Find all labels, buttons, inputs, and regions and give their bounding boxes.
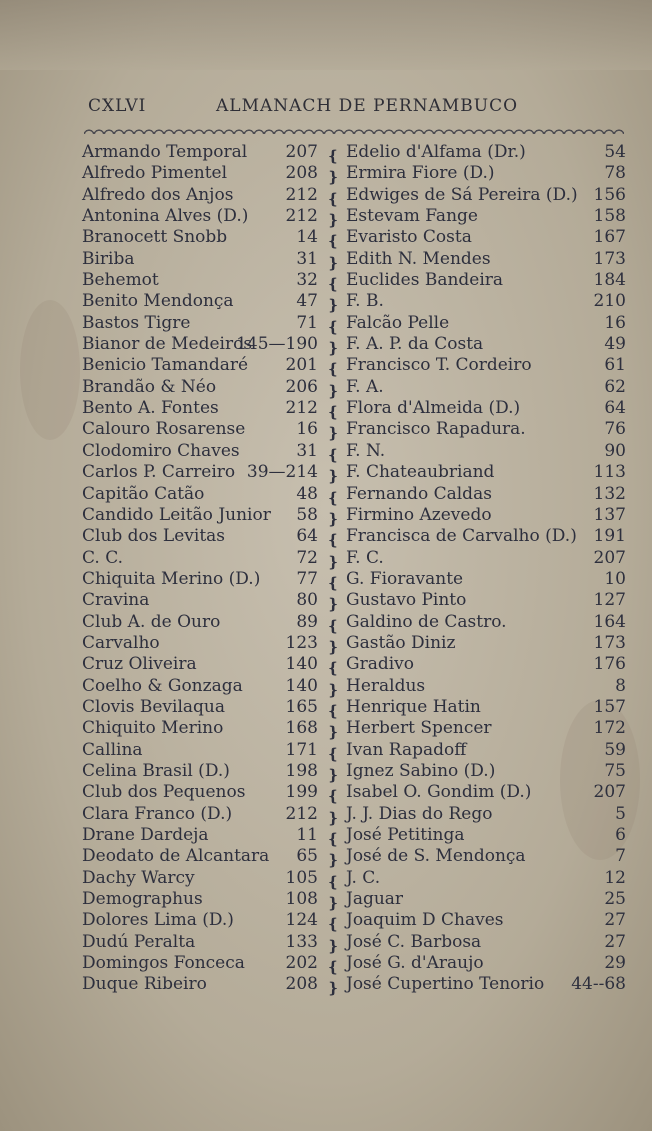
index-entry — [82, 590, 318, 611]
entry-name: Henrique Hatin — [346, 696, 481, 717]
entry-name: Behemot — [82, 270, 159, 291]
index-entry — [82, 398, 318, 419]
index-entry — [82, 505, 318, 526]
entry-page-number: 89 — [296, 611, 318, 632]
page-title: ALMANACH DE PERNAMBUCO — [216, 96, 519, 116]
entry-page-number: 76 — [604, 419, 626, 440]
divider-ornament: ❴ — [326, 872, 340, 891]
entry-name: Carlos P. Carreiro — [82, 462, 236, 483]
index-entry — [82, 291, 318, 312]
entry-page-number: 133 — [285, 931, 318, 952]
entry-page-number: 156 — [593, 184, 626, 205]
index-entry — [346, 548, 626, 569]
index-entry — [82, 249, 318, 270]
index-entry — [82, 825, 318, 846]
divider-ornament: ❵ — [326, 509, 340, 528]
entry-page-number: 158 — [593, 206, 626, 227]
index-entry — [346, 868, 626, 889]
entry-page-number: 64 — [296, 526, 318, 547]
index-entry — [346, 526, 626, 547]
entry-name: Celina Brasil (D.) — [82, 760, 230, 781]
entry-page-number: 199 — [285, 782, 318, 803]
entry-page-number: 5 — [615, 803, 626, 824]
entry-page-number: 172 — [593, 718, 626, 739]
entry-name: F. A. P. da Costa — [346, 334, 484, 355]
index-entry — [346, 676, 626, 697]
entry-page-number: 49 — [604, 334, 626, 355]
entry-page-number: 65 — [296, 846, 318, 867]
entry-name: Biriba — [82, 248, 135, 269]
entry-name: F. N. — [346, 440, 386, 461]
index-entry — [82, 974, 318, 995]
index-entry — [346, 974, 626, 995]
entry-name: Clodomiro Chaves — [82, 440, 240, 461]
index-entry — [82, 569, 318, 590]
entry-page-number: 206 — [285, 376, 318, 397]
entry-page-number: 16 — [296, 419, 318, 440]
index-entry — [82, 206, 318, 227]
entry-page-number: 164 — [593, 611, 626, 632]
entry-page-number: 145—190 — [236, 334, 318, 355]
entry-page-number: 212 — [285, 206, 318, 227]
index-entry — [82, 142, 318, 163]
index-entry — [346, 825, 626, 846]
index-entry — [82, 612, 318, 633]
entry-name: Alfredo Pimentel — [82, 163, 228, 184]
entry-name: F. C. — [346, 547, 384, 568]
index-entry — [82, 910, 318, 931]
index-entry — [346, 185, 626, 206]
divider-ornament: ❴ — [326, 830, 340, 848]
entry-page-number: 75 — [604, 760, 626, 781]
index-column-right — [346, 142, 626, 996]
index-entry — [82, 889, 318, 910]
entry-page-number: 8 — [615, 675, 626, 696]
entry-page-number: 6 — [615, 825, 626, 845]
divider-ornament: ❵ — [326, 211, 340, 230]
entry-name: Ermira Fiore (D.) — [346, 163, 495, 184]
entry-page-number: 198 — [285, 760, 318, 781]
entry-page-number: 31 — [296, 248, 318, 269]
entry-page-number: 132 — [593, 483, 626, 504]
index-entry — [82, 270, 318, 291]
entry-page-number: 201 — [285, 355, 318, 376]
entry-name: Dolores Lima (D.) — [82, 910, 234, 931]
index-entry — [346, 163, 626, 184]
entry-name: Ivan Rapadoff — [346, 739, 467, 760]
entry-name: Clovis Bevilaqua — [82, 696, 225, 717]
divider-ornament: ❴ — [326, 573, 340, 592]
index-entry — [82, 953, 318, 974]
entry-name: José de S. Mendonça — [346, 846, 526, 867]
index-entry — [346, 889, 626, 910]
index-entry — [346, 227, 626, 248]
entry-page-number: 168 — [285, 718, 318, 739]
column-divider — [326, 146, 340, 1004]
entry-page-number: 16 — [604, 312, 626, 333]
entry-name: Capitão Catão — [82, 483, 205, 504]
entry-name: Deodato de Alcantara — [82, 846, 270, 867]
entry-page-number: 90 — [604, 440, 626, 461]
divider-ornament: ❵ — [326, 467, 340, 486]
divider-ornament: ❵ — [326, 253, 340, 272]
index-entry — [346, 569, 626, 590]
entry-page-number: 165 — [285, 696, 318, 717]
index-entry — [346, 291, 626, 312]
entry-page-number: 44--68 — [571, 974, 626, 995]
entry-name: Flora d'Almeida (D.) — [346, 398, 521, 419]
entry-page-number: 72 — [296, 547, 318, 568]
divider-ornament: ❵ — [326, 339, 340, 358]
entry-page-number: 137 — [593, 504, 626, 525]
index-entry — [346, 718, 626, 739]
entry-page-number: 113 — [593, 462, 626, 483]
index-entry — [346, 910, 626, 931]
entry-page-number: 80 — [296, 590, 318, 611]
entry-page-number: 212 — [285, 184, 318, 205]
entry-name: Ignez Sabino (D.) — [346, 760, 496, 781]
entry-name: Edwiges de Sá Pereira (D.) — [346, 184, 578, 205]
index-entry — [346, 697, 626, 718]
entry-name: Evaristo Costa — [346, 227, 472, 248]
entry-name: Herbert Spencer — [346, 718, 492, 739]
entry-page-number: 54 — [604, 142, 626, 162]
entry-name: J. C. — [346, 867, 381, 888]
divider-ornament: ❵ — [326, 680, 340, 699]
index-entry — [82, 633, 318, 654]
index-entry — [82, 804, 318, 825]
entry-page-number: 127 — [593, 590, 626, 611]
index-entry — [346, 654, 626, 675]
index-entry — [346, 740, 626, 761]
divider-ornament: ❵ — [326, 851, 340, 870]
divider-ornament: ❴ — [326, 488, 340, 507]
divider-ornament: ❴ — [326, 958, 340, 977]
index-entry — [346, 505, 626, 526]
entry-name: Chiquito Merino — [82, 718, 224, 739]
divider-ornament: ❵ — [326, 808, 340, 827]
index-entry — [82, 868, 318, 889]
entry-page-number: 7 — [615, 846, 626, 867]
index-entry — [346, 953, 626, 974]
entry-name: Brandão & Néo — [82, 376, 217, 397]
entry-name: Domingos Fonceca — [82, 953, 245, 974]
entry-name: Club dos Levitas — [82, 526, 226, 547]
entry-page-number: 25 — [604, 889, 626, 910]
entry-name: Club dos Pequenos — [82, 782, 246, 803]
divider-ornament: ❴ — [326, 531, 340, 550]
index-entry — [346, 932, 626, 953]
index-entry — [82, 548, 318, 569]
divider-ornament: ❴ — [326, 403, 340, 422]
entry-name: Firmino Azevedo — [346, 504, 492, 525]
entry-name: Branocett Snobb — [82, 227, 228, 248]
entry-name: Francisco Rapadura. — [346, 419, 526, 440]
entry-name: Euclides Bandeira — [346, 270, 504, 291]
entry-page-number: 10 — [604, 568, 626, 589]
entry-name: Coelho & Gonzaga — [82, 675, 243, 696]
index-entry — [82, 441, 318, 462]
entry-page-number: 173 — [593, 632, 626, 653]
entry-page-number: 207 — [285, 142, 318, 162]
index-entry — [82, 227, 318, 248]
entry-name: Drane Dardeja — [82, 825, 209, 845]
entry-name: Isabel O. Gondim (D.) — [346, 782, 532, 803]
entry-page-number: 207 — [593, 547, 626, 568]
entry-page-number: 12 — [604, 867, 626, 888]
index-entry — [346, 633, 626, 654]
entry-page-number: 176 — [593, 654, 626, 675]
index-entry — [82, 718, 318, 739]
entry-name: C. C. — [82, 547, 124, 568]
entry-name: Candido Leitão Junior — [82, 504, 271, 525]
divider-ornament: ❴ — [326, 317, 340, 336]
entry-name: Benito Mendonça — [82, 291, 234, 312]
divider-ornament: ❵ — [326, 381, 340, 400]
index-entry — [346, 462, 626, 483]
entry-page-number: 212 — [285, 398, 318, 419]
entry-name: Galdino de Castro. — [346, 611, 507, 632]
entry-name: José C. Barbosa — [346, 931, 482, 952]
index-entry — [346, 313, 626, 334]
entry-name: Joaquim D Chaves — [346, 910, 504, 931]
entry-page-number: 208 — [285, 974, 318, 995]
paper-stain — [20, 300, 80, 440]
entry-name: Gastão Diniz — [346, 632, 456, 653]
page-header — [88, 96, 528, 126]
index-entry — [82, 355, 318, 376]
entry-page-number: 140 — [285, 675, 318, 696]
entry-page-number: 47 — [296, 291, 318, 312]
index-column-left — [82, 142, 318, 996]
entry-name: Carvalho — [82, 632, 160, 653]
entry-name: Demographus — [82, 889, 203, 910]
entry-name: Dudú Peralta — [82, 931, 196, 952]
entry-page-number: 105 — [285, 867, 318, 888]
entry-page-number: 29 — [604, 953, 626, 974]
divider-ornament: ❴ — [326, 616, 340, 635]
index-entry — [346, 782, 626, 803]
entry-name: Callina — [82, 739, 143, 760]
entry-name: Duque Ribeiro — [82, 974, 207, 995]
entry-page-number: 207 — [593, 782, 626, 803]
entry-name: Armando Temporal — [82, 142, 248, 162]
entry-page-number: 59 — [604, 739, 626, 760]
entry-name: Jaguar — [346, 889, 404, 910]
divider-ornament: ❵ — [326, 979, 340, 998]
index-entry — [82, 484, 318, 505]
index-entry — [82, 419, 318, 440]
entry-page-number: 108 — [285, 889, 318, 910]
entry-page-number: 27 — [604, 931, 626, 952]
index-entry — [82, 782, 318, 803]
entry-name: J. J. Dias do Rego — [346, 803, 493, 824]
entry-page-number: 78 — [604, 163, 626, 184]
divider-ornament: ❵ — [326, 723, 340, 742]
index-entry — [346, 484, 626, 505]
decorative-rule — [84, 126, 624, 134]
entry-page-number: 202 — [285, 953, 318, 974]
index-entry — [82, 697, 318, 718]
entry-name: Chiquita Merino (D.) — [82, 568, 261, 589]
entry-name: Bianor de Medeiros — [82, 334, 253, 355]
divider-ornament: ❴ — [326, 232, 340, 251]
divider-ornament: ❵ — [326, 552, 340, 571]
entry-name: Estevam Fange — [346, 206, 478, 227]
index-entry — [346, 590, 626, 611]
index-entry — [346, 612, 626, 633]
index-entry — [346, 398, 626, 419]
index-entry — [346, 142, 626, 163]
entry-name: Bastos Tigre — [82, 312, 191, 333]
entry-page-number: 32 — [296, 270, 318, 291]
index-entry — [82, 676, 318, 697]
divider-ornament: ❴ — [326, 147, 340, 165]
entry-page-number: 191 — [593, 526, 626, 547]
entry-name: Cravina — [82, 590, 150, 611]
divider-ornament: ❴ — [326, 659, 340, 678]
entry-name: F. Chateaubriand — [346, 462, 495, 483]
entry-page-number: 184 — [593, 270, 626, 291]
entry-name: Cruz Oliveira — [82, 654, 197, 675]
entry-page-number: 77 — [296, 568, 318, 589]
index-entry — [82, 377, 318, 398]
entry-name: Club A. de Ouro — [82, 611, 221, 632]
index-entry — [82, 846, 318, 867]
divider-ornament: ❵ — [326, 595, 340, 614]
entry-page-number: 14 — [296, 227, 318, 248]
divider-ornament: ❵ — [326, 765, 340, 784]
entry-name: G. Fioravante — [346, 568, 464, 589]
divider-ornament: ❴ — [326, 915, 340, 934]
entry-page-number: 124 — [285, 910, 318, 931]
index-entry — [82, 740, 318, 761]
divider-ornament: ❵ — [326, 894, 340, 913]
entry-name: Bento A. Fontes — [82, 398, 219, 419]
divider-ornament: ❴ — [326, 445, 340, 464]
entry-name: Fernando Caldas — [346, 483, 492, 504]
entry-name: Alfredo dos Anjos — [82, 184, 234, 205]
entry-page-number: 123 — [285, 632, 318, 653]
page-number: CXLVI — [88, 96, 147, 116]
index-entry — [82, 654, 318, 675]
entry-name: F. A. — [346, 376, 384, 397]
entry-name: Edith N. Mendes — [346, 248, 491, 269]
entry-page-number: 27 — [604, 910, 626, 931]
divider-ornament: ❴ — [326, 787, 340, 806]
entry-name: Francisco T. Cordeiro — [346, 355, 532, 376]
index-entry — [82, 334, 318, 355]
index-entry — [82, 462, 318, 483]
entry-page-number: 39—214 — [246, 462, 318, 483]
page-top-shadow — [0, 0, 652, 70]
divider-ornament: ❵ — [326, 296, 340, 315]
entry-page-number: 71 — [296, 312, 318, 333]
index-entry — [346, 419, 626, 440]
entry-name: Clara Franco (D.) — [82, 803, 233, 824]
entry-name: José Cupertino Tenorio — [346, 974, 545, 995]
index-entry — [346, 377, 626, 398]
divider-ornament: ❵ — [326, 637, 340, 656]
entry-page-number: 31 — [296, 440, 318, 461]
entry-page-number: 173 — [593, 248, 626, 269]
entry-page-number: 208 — [285, 163, 318, 184]
index-entry — [346, 441, 626, 462]
entry-name: Dachy Warcy — [82, 867, 195, 888]
divider-ornament: ❴ — [326, 744, 340, 763]
index-entry — [82, 185, 318, 206]
entry-name: F. B. — [346, 291, 384, 312]
entry-page-number: 171 — [285, 739, 318, 760]
entry-page-number: 64 — [604, 398, 626, 419]
entry-name: Edelio d'Alfama (Dr.) — [346, 142, 526, 162]
entry-page-number: 167 — [593, 227, 626, 248]
divider-ornament: ❵ — [326, 168, 340, 187]
index-entry — [346, 249, 626, 270]
entry-page-number: 61 — [604, 355, 626, 376]
divider-ornament: ❴ — [326, 275, 340, 294]
entry-name: Falcão Pelle — [346, 312, 450, 333]
index-entry — [82, 932, 318, 953]
entry-page-number: 210 — [593, 291, 626, 312]
index-entry — [82, 163, 318, 184]
entry-name: Francisca de Carvalho (D.) — [346, 526, 577, 547]
entry-name: Antonina Alves (D.) — [82, 206, 249, 227]
index-entry — [346, 761, 626, 782]
index-entry — [82, 526, 318, 547]
entry-name: Benicio Tamandaré — [82, 355, 249, 376]
index-entry — [346, 206, 626, 227]
entry-page-number: 157 — [593, 696, 626, 717]
index-entry — [346, 334, 626, 355]
index-entry — [346, 804, 626, 825]
divider-ornament: ❴ — [326, 701, 340, 720]
divider-ornament: ❴ — [326, 189, 340, 208]
entry-name: Gradivo — [346, 654, 414, 675]
index-entry — [82, 313, 318, 334]
entry-page-number: 58 — [296, 504, 318, 525]
entry-page-number: 212 — [285, 803, 318, 824]
divider-ornament: ❵ — [326, 424, 340, 443]
divider-ornament: ❴ — [326, 360, 340, 379]
entry-name: José Petitinga — [346, 825, 465, 845]
entry-name: Gustavo Pinto — [346, 590, 467, 611]
index-entry — [346, 846, 626, 867]
entry-name: Calouro Rosarense — [82, 419, 246, 440]
index-entry — [82, 761, 318, 782]
entry-page-number: 48 — [296, 483, 318, 504]
entry-name: José G. d'Araujo — [346, 953, 484, 974]
divider-ornament: ❵ — [326, 936, 340, 955]
entry-name: Heraldus — [346, 675, 426, 696]
entry-page-number: 140 — [285, 654, 318, 675]
entry-page-number: 62 — [604, 376, 626, 397]
entry-page-number: 11 — [296, 825, 318, 845]
index-entry — [346, 270, 626, 291]
index-entry — [346, 355, 626, 376]
